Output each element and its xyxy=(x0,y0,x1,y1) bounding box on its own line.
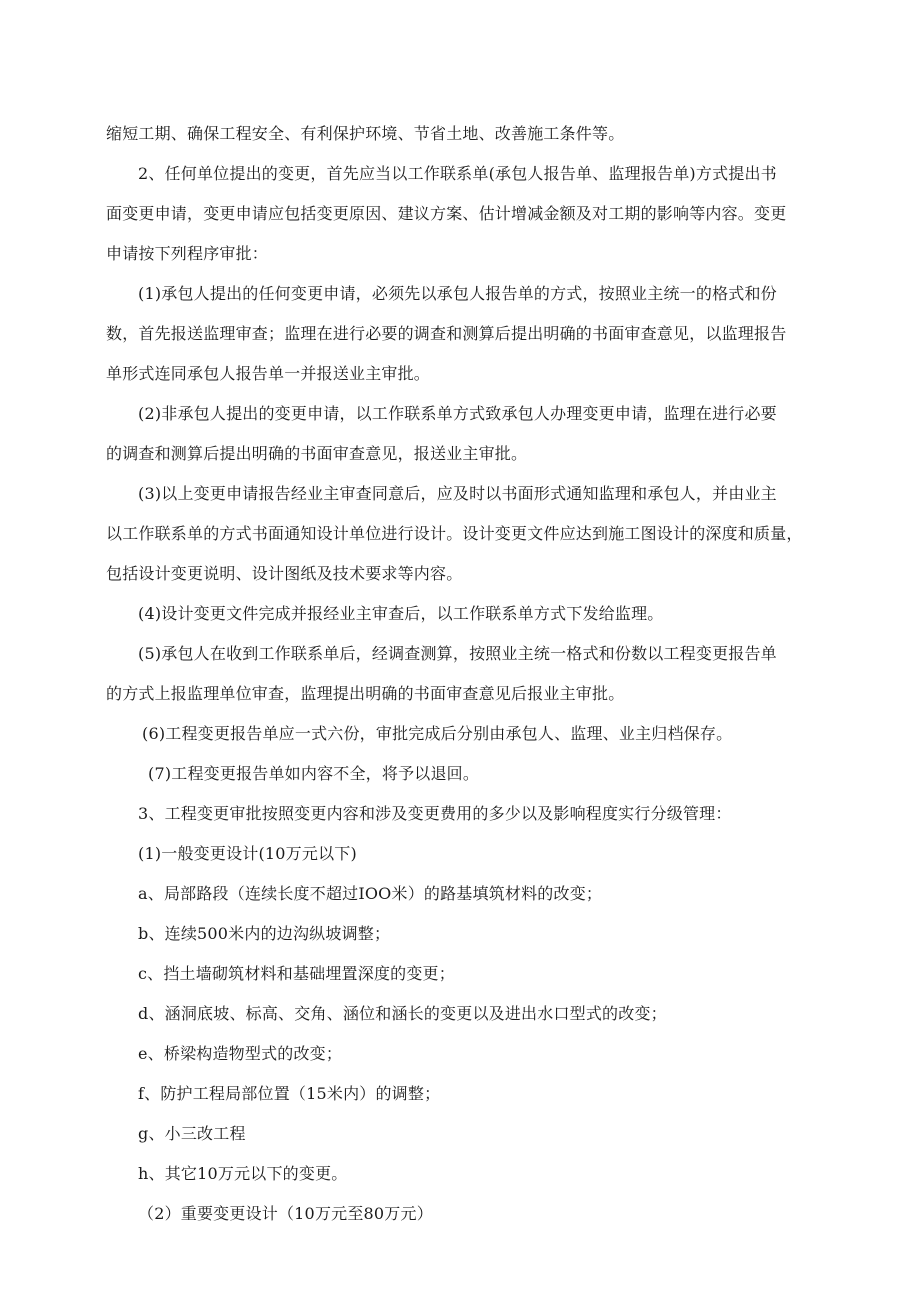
list-item-f: f、防护工程局部位置（15米内）的调整； xyxy=(138,1084,441,1103)
list-item-c: c、挡土墙砌筑材料和基础埋置深度的变更； xyxy=(138,964,455,983)
list-item-h: h、其它10万元以下的变更。 xyxy=(138,1164,348,1183)
list-item-b: b、连续500米内的边沟纵坡调整； xyxy=(138,924,391,943)
text-line-item-2: 2、任何单位提出的变更，首先应当以工作联系单(承包人报告单、监理报告单)方式提出书 xyxy=(138,164,777,183)
list-item-d: d、涵洞底坡、标高、交角、涵位和涵长的变更以及进出水口型式的改变； xyxy=(138,1004,667,1023)
text-line-continuation: 缩短工期、确保工程安全、有利保护环境、节省土地、改善施工条件等。 xyxy=(106,124,625,143)
text-line: 的调查和测算后提出明确的书面审查意见，报送业主审批。 xyxy=(106,444,528,463)
text-line-item-3: 3、工程变更审批按照变更内容和涉及变更费用的多少以及影响程度实行分级管理： xyxy=(138,804,732,823)
text-line: 申请按下列程序审批： xyxy=(106,244,269,263)
list-item-a: a、局部路段（连续长度不超过IOO米）的路基填筑材料的改变； xyxy=(138,884,603,903)
text-line: 包括设计变更说明、设计图纸及技术要求等内容。 xyxy=(106,564,463,583)
list-item-e: e、桥梁构造物型式的改变； xyxy=(138,1044,343,1063)
text-line-sub-6: (6)工程变更报告单应一式六份，审批完成后分别由承包人、监理、业主归档保存。 xyxy=(142,724,733,743)
text-line-sub-1: (1)承包人提出的任何变更申请，必须先以承包人报告单的方式，按照业主统一的格式和份 xyxy=(138,284,777,303)
text-line-sub-5: (5)承包人在收到工作联系单后，经调查测算，按照业主统一格式和份数以工程变更报告单 xyxy=(138,644,777,663)
text-line: 面变更申请，变更申请应包括变更原因、建议方案、估计增减金额及对工期的影响等内容。变更 xyxy=(106,204,787,223)
text-line-category-1: (1)一般变更设计(10万元以下) xyxy=(138,844,357,863)
text-line: 单形式连同承包人报告单一并报送业主审批。 xyxy=(106,364,431,383)
text-line-sub-2: (2)非承包人提出的变更申请，以工作联系单方式致承包人办理变更申请，监理在进行必要 xyxy=(138,404,777,423)
text-line-sub-3: (3)以上变更申请报告经业主审查同意后，应及时以书面形式通知监理和承包人，并由业主 xyxy=(138,484,777,503)
text-line: 数，首先报送监理审查；监理在进行必要的调查和测算后提出明确的书面审查意见，以监理报告 xyxy=(106,324,787,343)
list-item-g: g、小三改工程 xyxy=(138,1124,246,1143)
text-line: 的方式上报监理单位审查，监理提出明确的书面审查意见后报业主审批。 xyxy=(106,684,625,703)
text-line-sub-4: (4)设计变更文件完成并报经业主审查后，以工作联系单方式下发给监理。 xyxy=(138,604,664,623)
text-line: 以工作联系单的方式书面通知设计单位进行设计。设计变更文件应达到施工图设计的深度和质量， xyxy=(106,524,803,543)
text-line-sub-7: (7)工程变更报告单如内容不全，将予以退回。 xyxy=(148,764,480,783)
text-line-category-2: （2）重要变更设计（10万元至80万元） xyxy=(138,1204,433,1223)
